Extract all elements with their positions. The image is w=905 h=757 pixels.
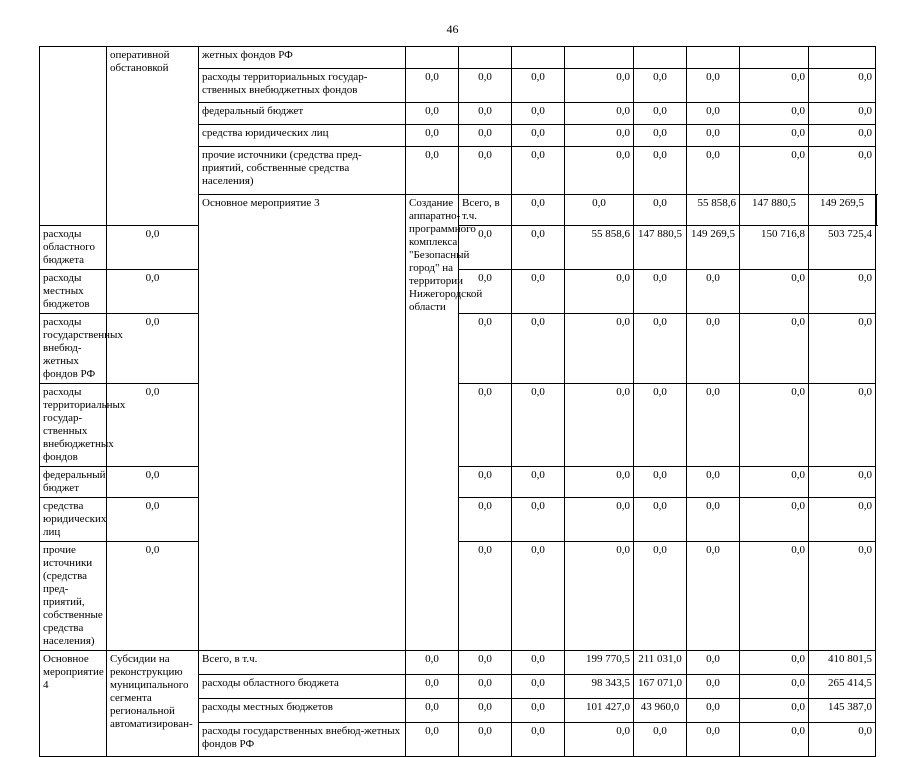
value-cell: 0,0 xyxy=(406,69,459,103)
value-cell: 0,0 xyxy=(512,195,565,226)
value-cell: 0,0 xyxy=(687,103,740,125)
value-cell: 0,0 xyxy=(107,314,199,384)
value-cell: 149 269,5 xyxy=(809,195,876,226)
value-cell xyxy=(634,47,687,69)
funding-source-cell: расходы областного бюджета xyxy=(199,675,406,699)
value-cell: 0,0 xyxy=(809,147,876,195)
value-cell: 0,0 xyxy=(740,699,809,723)
value-cell xyxy=(459,47,512,69)
value-cell: 0,0 xyxy=(107,467,199,498)
funding-source-cell: средства юридических лиц xyxy=(199,125,406,147)
value-cell: 0,0 xyxy=(740,498,809,542)
value-cell: 0,0 xyxy=(740,103,809,125)
value-cell: 0,0 xyxy=(459,226,512,270)
value-cell: 167 071,0 xyxy=(634,675,687,699)
value-cell: 0,0 xyxy=(740,69,809,103)
value-cell: 0,0 xyxy=(512,498,565,542)
value-cell: 0,0 xyxy=(406,651,459,675)
value-cell: 0,0 xyxy=(740,467,809,498)
value-cell: 0,0 xyxy=(459,467,512,498)
value-cell: 0,0 xyxy=(687,270,740,314)
value-cell: 0,0 xyxy=(565,270,634,314)
funding-source-cell: расходы территориальных государ-ственных внебюджетных фондов xyxy=(199,69,406,103)
table-row xyxy=(40,384,877,467)
value-cell: 0,0 xyxy=(687,125,740,147)
page-number: 46 xyxy=(446,22,459,36)
activity-code-cell xyxy=(40,47,107,226)
value-cell: 0,0 xyxy=(512,651,565,675)
value-cell: 211 031,0 xyxy=(634,651,687,675)
value-cell: 0,0 xyxy=(809,467,876,498)
value-cell: 0,0 xyxy=(512,384,565,467)
value-cell: 147 880,5 xyxy=(634,226,687,270)
funding-source-cell: средства юридических лиц xyxy=(40,498,107,542)
value-cell: 0,0 xyxy=(565,125,634,147)
value-cell: 265 414,5 xyxy=(809,675,876,699)
value-cell: 0,0 xyxy=(687,651,740,675)
value-cell: 0,0 xyxy=(634,384,687,467)
value-cell: 0,0 xyxy=(512,467,565,498)
value-cell: 0,0 xyxy=(740,542,809,651)
value-cell: 0,0 xyxy=(809,498,876,542)
value-cell: 0,0 xyxy=(565,384,634,467)
value-cell: 0,0 xyxy=(512,103,565,125)
funding-source-cell: расходы местных бюджетов xyxy=(199,699,406,723)
budget-table-body xyxy=(40,47,877,757)
value-cell: 0,0 xyxy=(512,699,565,723)
value-cell: 0,0 xyxy=(634,103,687,125)
value-cell: 0,0 xyxy=(459,699,512,723)
value-cell xyxy=(406,47,459,69)
activity-name-cell: Субсидии на реконструкцию муниципального сегмента региональной автоматизирован- xyxy=(107,651,199,757)
funding-source-cell: расходы территориальных государ-ственных внебюджетных фондов xyxy=(40,384,107,467)
value-cell: 0,0 xyxy=(459,723,512,757)
value-cell: 0,0 xyxy=(512,675,565,699)
funding-source-cell: федеральный бюджет xyxy=(199,103,406,125)
activity-name-cell: оперативной обстановкой xyxy=(107,47,199,226)
value-cell: 0,0 xyxy=(809,314,876,384)
value-cell: 0,0 xyxy=(687,542,740,651)
value-cell: 0,0 xyxy=(809,103,876,125)
funding-source-cell: расходы местных бюджетов xyxy=(40,270,107,314)
table-row xyxy=(40,498,877,542)
value-cell: 0,0 xyxy=(512,226,565,270)
value-cell: 55 858,6 xyxy=(565,226,634,270)
table-row xyxy=(40,47,877,69)
value-cell: 147 880,5 xyxy=(740,195,809,226)
value-cell: 0,0 xyxy=(687,314,740,384)
funding-source-cell: жетных фондов РФ xyxy=(199,47,406,69)
value-cell: 55 858,6 xyxy=(687,195,740,226)
activity-name-cell: Создание аппаратно-программного комплекса "Безопасный город" на территории Нижегородской области xyxy=(406,195,459,651)
value-cell: 0,0 xyxy=(459,314,512,384)
value-cell xyxy=(512,47,565,69)
value-cell: 0,0 xyxy=(740,651,809,675)
value-cell: 0,0 xyxy=(459,270,512,314)
value-cell: 0,0 xyxy=(459,69,512,103)
table-row xyxy=(40,651,877,675)
value-cell: 0,0 xyxy=(459,651,512,675)
value-cell: 0,0 xyxy=(565,723,634,757)
funding-source-cell: Всего, в т.ч. xyxy=(199,651,406,675)
value-cell: 0,0 xyxy=(634,467,687,498)
value-cell: 0,0 xyxy=(809,384,876,467)
funding-source-cell: прочие источники (средства пред-приятий, собственные средства населения) xyxy=(199,147,406,195)
value-cell: 150 716,8 xyxy=(740,226,809,270)
funding-source-cell: федеральный бюджет xyxy=(40,467,107,498)
value-cell: 0,0 xyxy=(512,125,565,147)
value-cell: 0,0 xyxy=(512,723,565,757)
value-cell: 0,0 xyxy=(565,69,634,103)
value-cell: 0,0 xyxy=(687,384,740,467)
value-cell xyxy=(565,47,634,69)
value-cell: 0,0 xyxy=(740,723,809,757)
value-cell: 149 269,5 xyxy=(687,226,740,270)
value-cell: 0,0 xyxy=(406,147,459,195)
value-cell xyxy=(740,47,809,69)
value-cell: 0,0 xyxy=(459,542,512,651)
value-cell: 0,0 xyxy=(634,125,687,147)
value-cell xyxy=(687,47,740,69)
activity-code-cell: Основное мероприятие 4 xyxy=(40,651,107,757)
value-cell: 0,0 xyxy=(565,103,634,125)
value-cell: 0,0 xyxy=(634,542,687,651)
value-cell: 199 770,5 xyxy=(565,651,634,675)
value-cell: 0,0 xyxy=(687,69,740,103)
value-cell: 0,0 xyxy=(687,147,740,195)
value-cell: 0,0 xyxy=(634,314,687,384)
value-cell: 0,0 xyxy=(565,542,634,651)
value-cell: 0,0 xyxy=(687,723,740,757)
value-cell: 0,0 xyxy=(459,125,512,147)
value-cell: 0,0 xyxy=(406,723,459,757)
value-cell: 0,0 xyxy=(740,147,809,195)
value-cell: 0,0 xyxy=(459,384,512,467)
value-cell: 0,0 xyxy=(107,270,199,314)
value-cell: 0,0 xyxy=(565,467,634,498)
value-cell xyxy=(809,47,876,69)
value-cell: 0,0 xyxy=(740,125,809,147)
funding-source-cell: расходы государственных внебюд-жетных фондов РФ xyxy=(40,314,107,384)
funding-source-cell: прочие источники (средства пред-приятий, собственные средства населения) xyxy=(40,542,107,651)
value-cell: 0,0 xyxy=(512,270,565,314)
value-cell: 0,0 xyxy=(459,498,512,542)
value-cell: 0,0 xyxy=(459,675,512,699)
value-cell: 0,0 xyxy=(687,498,740,542)
value-cell: 0,0 xyxy=(512,542,565,651)
value-cell: 0,0 xyxy=(740,675,809,699)
value-cell: 0,0 xyxy=(565,314,634,384)
value-cell: 0,0 xyxy=(809,125,876,147)
value-cell: 0,0 xyxy=(107,384,199,467)
activity-code-cell: Основное мероприятие 3 xyxy=(199,195,406,651)
value-cell: 0,0 xyxy=(740,270,809,314)
value-cell: 0,0 xyxy=(565,498,634,542)
funding-source-cell: Всего, в т.ч. xyxy=(459,195,512,226)
table-row xyxy=(40,542,877,651)
value-cell: 0,0 xyxy=(406,103,459,125)
value-cell: 0,0 xyxy=(459,103,512,125)
value-cell: 0,0 xyxy=(687,467,740,498)
funding-source-cell: расходы государственных внебюд-жетных фондов РФ xyxy=(199,723,406,757)
value-cell: 0,0 xyxy=(634,147,687,195)
value-cell: 0,0 xyxy=(634,723,687,757)
table-row xyxy=(40,467,877,498)
value-cell xyxy=(876,195,877,226)
table-row xyxy=(40,314,877,384)
value-cell: 0,0 xyxy=(107,226,199,270)
value-cell: 0,0 xyxy=(512,69,565,103)
value-cell: 503 725,4 xyxy=(809,226,876,270)
value-cell: 145 387,0 xyxy=(809,699,876,723)
value-cell: 101 427,0 xyxy=(565,699,634,723)
value-cell: 43 960,0 xyxy=(634,699,687,723)
value-cell: 0,0 xyxy=(740,314,809,384)
value-cell: 98 343,5 xyxy=(565,675,634,699)
value-cell: 0,0 xyxy=(406,675,459,699)
value-cell: 0,0 xyxy=(406,699,459,723)
value-cell: 0,0 xyxy=(634,195,687,226)
value-cell: 0,0 xyxy=(809,69,876,103)
value-cell: 0,0 xyxy=(740,384,809,467)
value-cell: 0,0 xyxy=(406,125,459,147)
value-cell: 0,0 xyxy=(634,270,687,314)
value-cell: 0,0 xyxy=(809,270,876,314)
funding-source-cell: расходы областного бюджета xyxy=(40,226,107,270)
value-cell: 0,0 xyxy=(809,723,876,757)
value-cell: 0,0 xyxy=(459,147,512,195)
value-cell: 0,0 xyxy=(565,147,634,195)
value-cell: 0,0 xyxy=(809,542,876,651)
value-cell: 410 801,5 xyxy=(809,651,876,675)
value-cell: 0,0 xyxy=(107,542,199,651)
value-cell: 0,0 xyxy=(512,314,565,384)
value-cell: 0,0 xyxy=(512,147,565,195)
value-cell: 0,0 xyxy=(634,69,687,103)
value-cell: 0,0 xyxy=(107,498,199,542)
budget-table xyxy=(39,46,877,757)
value-cell: 0,0 xyxy=(687,675,740,699)
value-cell: 0,0 xyxy=(565,195,634,226)
value-cell: 0,0 xyxy=(687,699,740,723)
value-cell: 0,0 xyxy=(634,498,687,542)
